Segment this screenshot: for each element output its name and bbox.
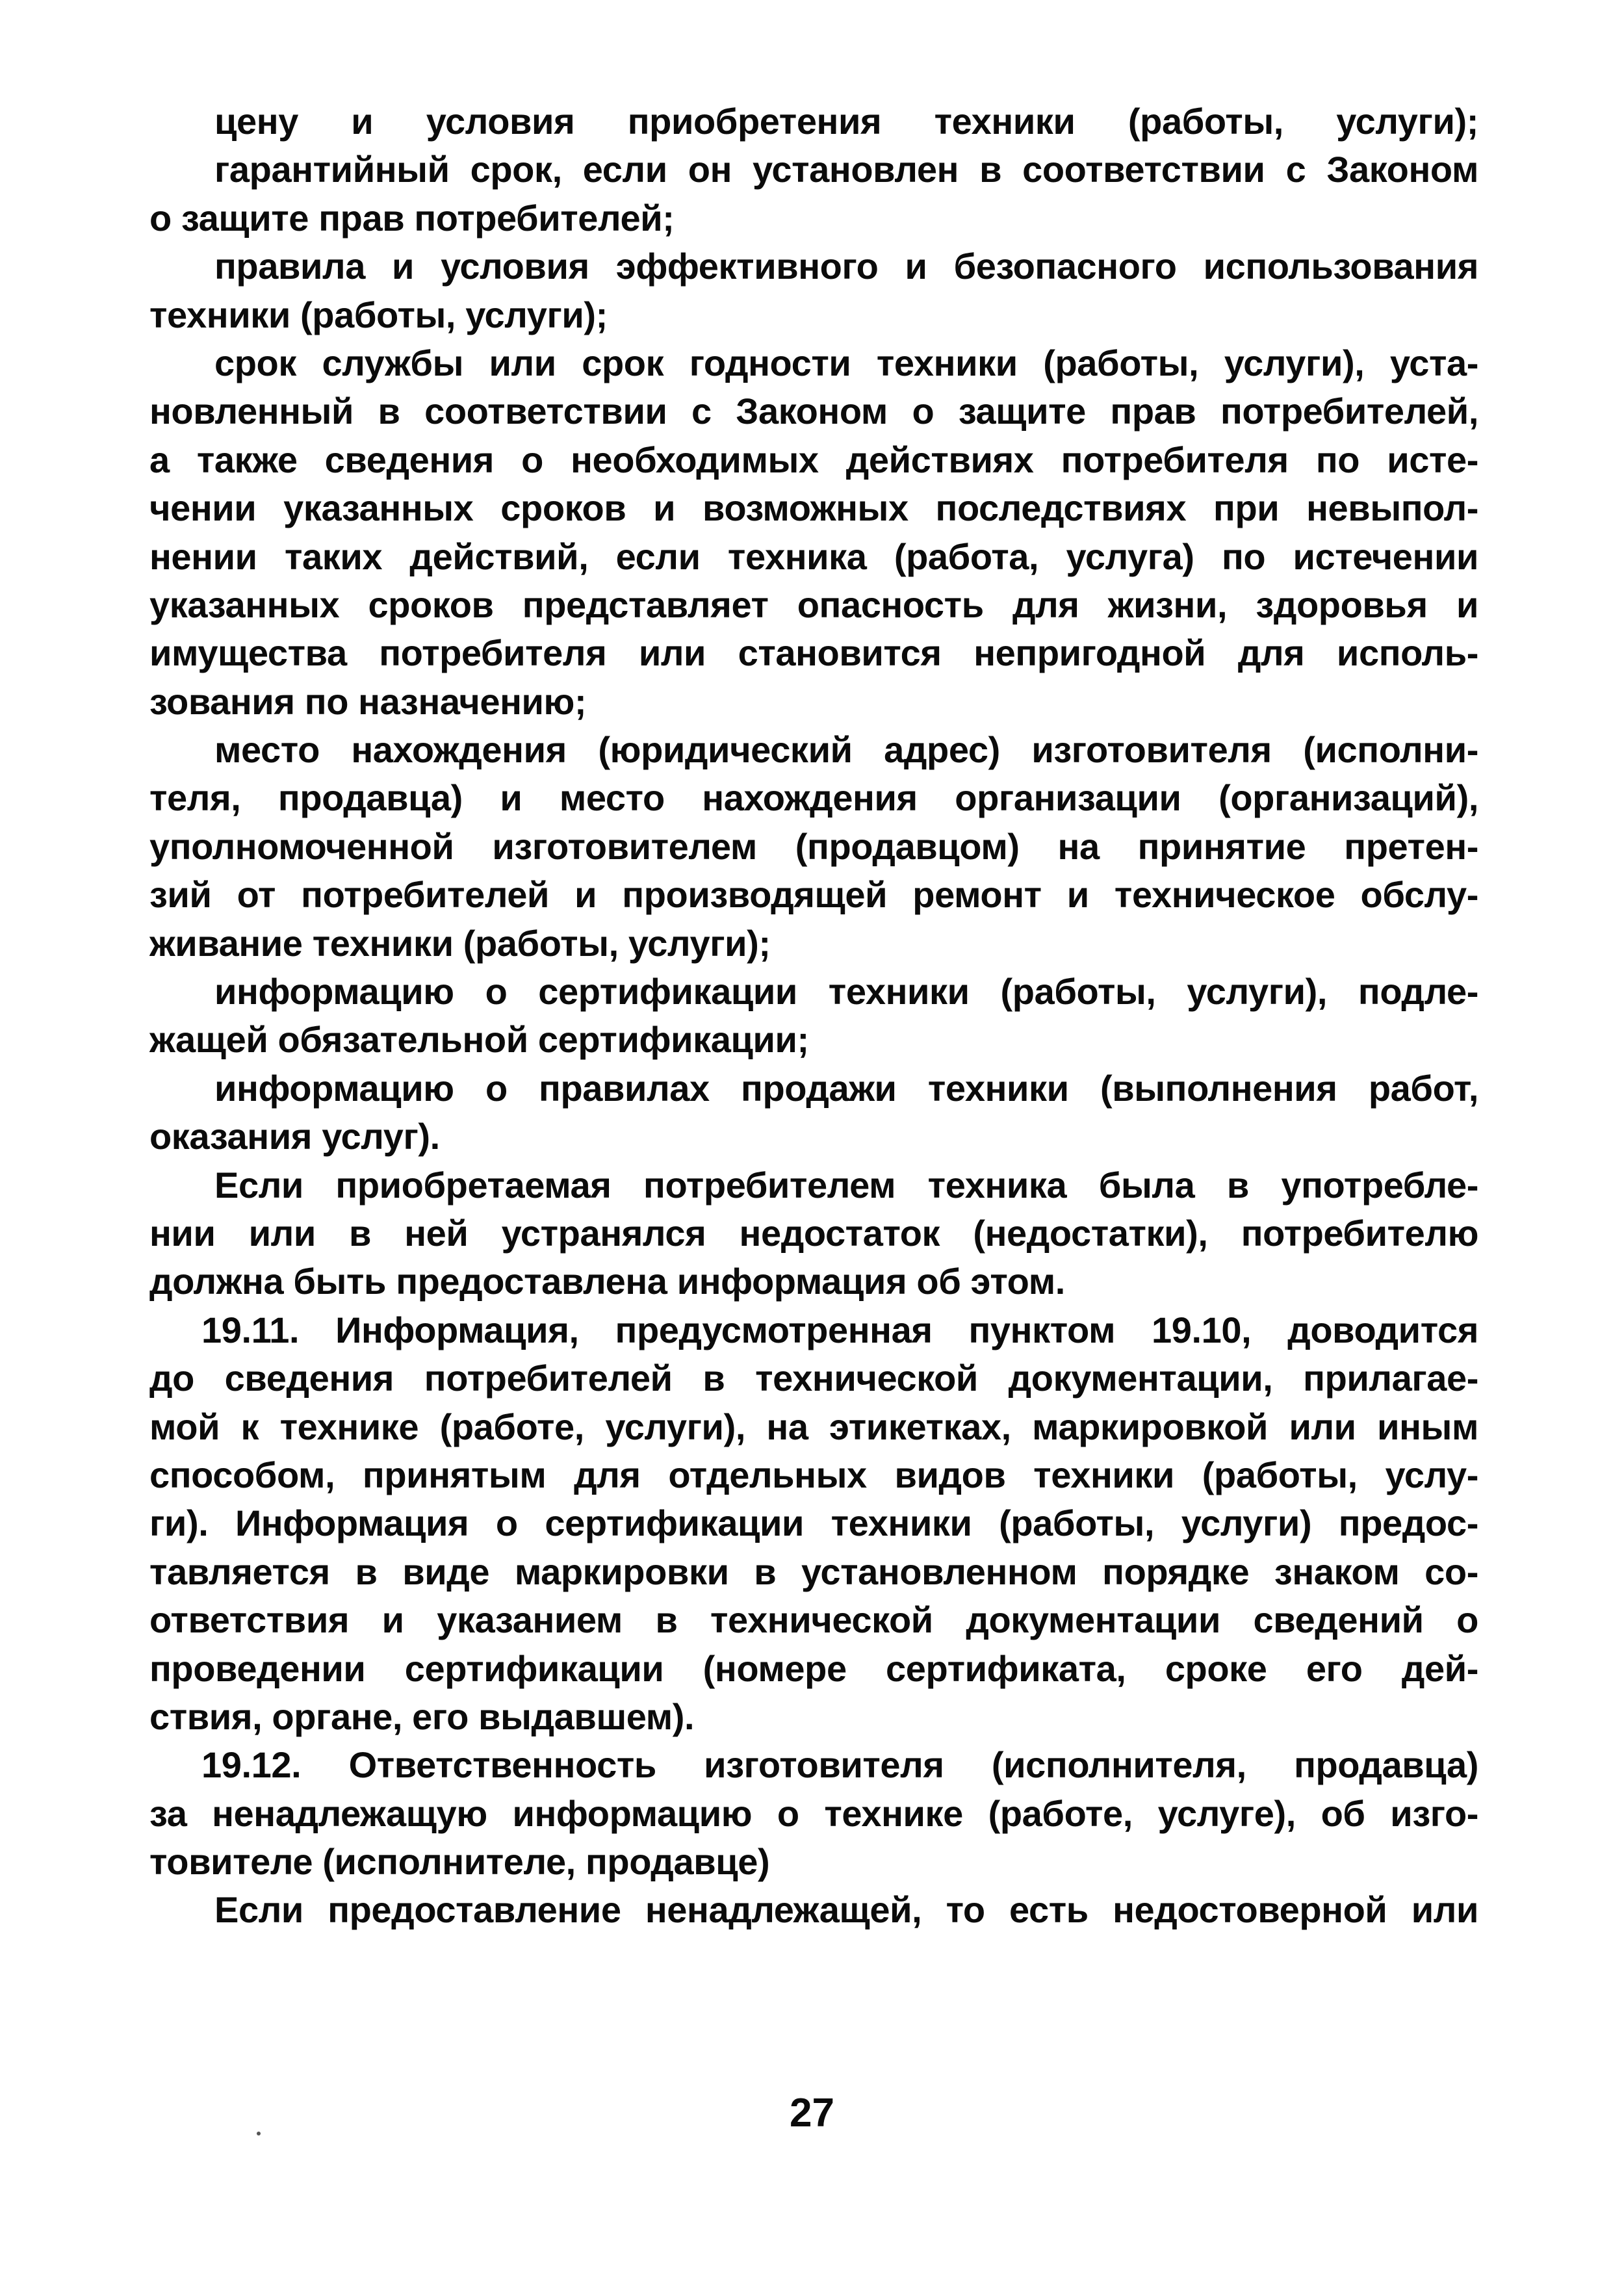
text-line: зования по назначению; bbox=[149, 680, 587, 722]
text-line: тавляется в виде маркировки в установленном порядке знаком со- bbox=[149, 1551, 1478, 1592]
text-line: зий от потребителей и производящей ремонт и техническое обслу- bbox=[149, 874, 1478, 916]
text-line: уполномоченной изготовителем (продавцом) на принятие претен- bbox=[149, 825, 1478, 867]
text-line: ответствия и указанием в технической документации сведений о bbox=[149, 1599, 1478, 1641]
text-line: имущества потребителя или становится непригодной для исполь- bbox=[149, 632, 1478, 674]
text-line: теля, продавца) и место нахождения организации (организаций), bbox=[149, 777, 1478, 819]
text-line: живание техники (работы, услуги); bbox=[149, 922, 771, 964]
text-line: срок службы или срок годности техники (работы, услуги), уста- bbox=[214, 342, 1478, 383]
text-line: за ненадлежащую информацию о технике (работе, услуге), об изго- bbox=[149, 1792, 1478, 1834]
text-line: нении таких действий, если техника (работа, услуга) по истечении bbox=[149, 535, 1478, 577]
text-line: Если приобретаемая потребителем техника была в употребле- bbox=[214, 1164, 1478, 1206]
section-heading-line: 19.12. Ответственность изготовителя (исполнителя, продавца) bbox=[201, 1744, 1478, 1786]
text-line: гарантийный срок, если он установлен в соответствии с Законом bbox=[214, 149, 1478, 190]
page-number: 27 bbox=[790, 2091, 834, 2135]
text-line: информацию о сертификации техники (работы, услуги), подле- bbox=[214, 971, 1478, 1013]
text-line: техники (работы, услуги); bbox=[149, 294, 608, 335]
text-line: мой к технике (работе, услуги), на этикетках, маркировкой или иным bbox=[149, 1406, 1478, 1447]
text-line: о защите прав потребителей; bbox=[149, 197, 675, 239]
text-line: чении указанных сроков и возможных последствиях при невыпол- bbox=[149, 487, 1478, 529]
text-line: оказания услуг). bbox=[149, 1116, 440, 1157]
text-line: до сведения потребителей в технической документации, прилагае- bbox=[149, 1358, 1478, 1399]
text-line: информацию о правилах продажи техники (выполнения работ, bbox=[214, 1067, 1478, 1109]
text-line: способом, принятым для отдельных видов техники (работы, услу- bbox=[149, 1454, 1478, 1495]
text-line: Если предоставление ненадлежащей, то есть недостоверной или bbox=[214, 1889, 1478, 1931]
text-line: жащей обязательной сертификации; bbox=[149, 1019, 809, 1061]
document-page bbox=[149, 97, 1478, 1935]
text-line: а также сведения о необходимых действиях потребителя по исте- bbox=[149, 439, 1478, 480]
section-heading-line: 19.11. Информация, предусмотренная пунктом 19.10, доводится bbox=[201, 1309, 1478, 1350]
text-line: ствия, органе, его выдавшем). bbox=[149, 1696, 695, 1737]
text-line: правила и условия эффективного и безопасного использования bbox=[214, 246, 1478, 287]
text-line: нии или в ней устранялся недостаток (недостатки), потребителю bbox=[149, 1212, 1478, 1254]
text-line: указанных сроков представляет опасность для жизни, здоровья и bbox=[149, 584, 1478, 625]
text-line: должна быть предоставлена информация об этом. bbox=[149, 1261, 1065, 1302]
text-line: проведении сертификации (номере сертификата, сроке его дей- bbox=[149, 1647, 1478, 1689]
text-line: ги). Информация о сертификации техники (работы, услуги) предос- bbox=[149, 1503, 1478, 1544]
text-line: новленный в соответствии с Законом о защите прав потребителей, bbox=[149, 391, 1478, 432]
text-line: товителе (исполнителе, продавце) bbox=[149, 1841, 770, 1883]
text-line: цену и условия приобретения техники (работы, услуги); bbox=[214, 101, 1478, 142]
text-line: место нахождения (юридический адрес) изготовителя (исполни- bbox=[214, 729, 1478, 771]
